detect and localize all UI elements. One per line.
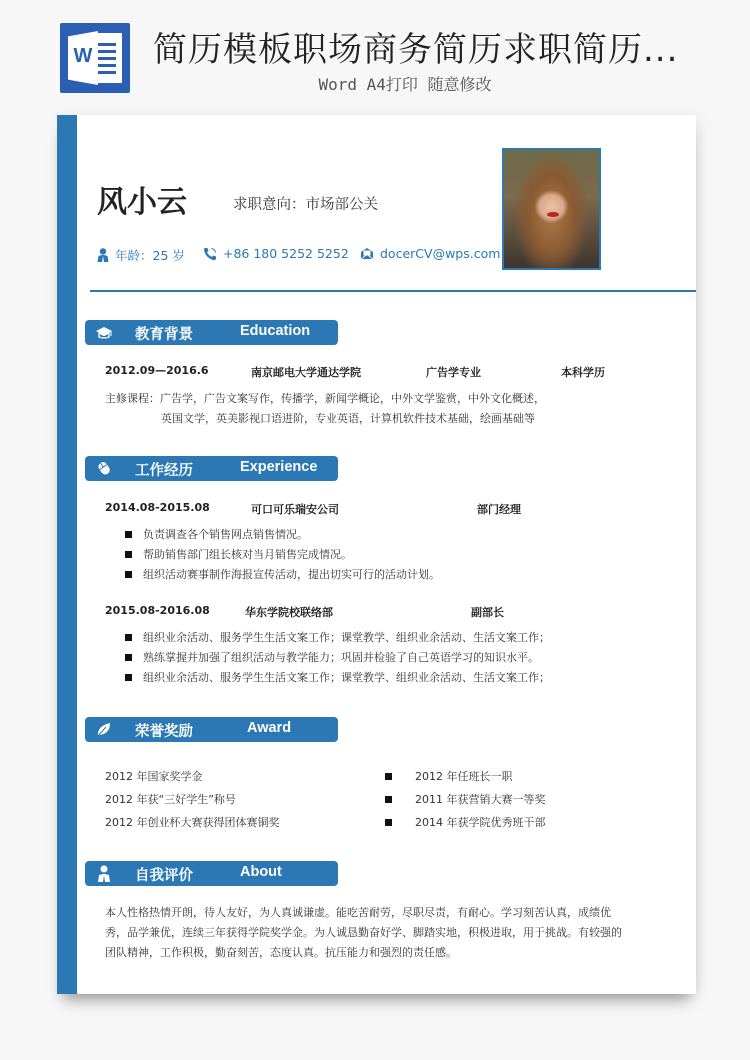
job-2-bullet-1: 组织业余活动、服务学生生活文案工作；课堂教学、组织业余活动、生活文案工作； xyxy=(143,631,550,644)
bullet-icon xyxy=(125,571,132,578)
award-right-2: 2011 年获营销大赛一等奖 xyxy=(415,793,546,806)
bullet-icon xyxy=(125,654,132,661)
email-text[interactable]: docerCV@wps.com xyxy=(380,246,501,261)
award-right-3: 2014 年获学院优秀班干部 xyxy=(415,816,546,829)
job-1-period: 2014.08-2015.08 xyxy=(105,501,210,514)
graduation-cap-icon xyxy=(95,324,113,341)
about-text: 本人性格热情开朗，待人友好，为人真诚谦虚。能吃苦耐劳，尽职尽责，有耐心。学习刻苦认真，成绩优秀，品学兼优，连续三年获得学院奖学金。为人诚恳勤奋好学、脚踏实地，积极进取，用于挑战。有较强的团队精神，工作积极，勤奋刻苦，态度认真。抗压能力和强烈的责任感。 xyxy=(105,906,622,959)
phone-text[interactable]: +86 180 5252 5252 xyxy=(223,246,349,261)
job-2-role: 副部长 xyxy=(471,606,504,619)
accent-bar xyxy=(57,115,77,994)
award-right-1: 2012 年任班长一职 xyxy=(415,770,513,783)
job-2-bullet-2: 熟练掌握并加强了组织活动与教学能力；巩固并检验了自己英语学习的知识水平。 xyxy=(143,651,539,664)
profile-photo xyxy=(502,148,601,270)
section-header-experience: 工作经历 Experience xyxy=(85,456,338,481)
bullet-icon xyxy=(125,674,132,681)
job-1-company: 可口可乐瑞安公司 xyxy=(251,503,339,516)
section-header-about: 自我评价 About xyxy=(85,861,338,886)
bullet-icon xyxy=(125,634,132,641)
bullet-icon xyxy=(385,819,392,826)
job-1-bullet-2: 帮助销售部门组长核对当月销售完成情况。 xyxy=(143,548,352,561)
job-1-bullet-1: 负责调查各个销售网点销售情况。 xyxy=(143,528,308,541)
job-1-bullet-3: 组织活动赛事制作海报宣传活动，提出切实可行的活动计划。 xyxy=(143,568,440,581)
contact-phone xyxy=(203,246,349,261)
award-left-1: 2012 年国家奖学金 xyxy=(105,770,203,783)
award-left-2: 2012 年获“三好学生”称号 xyxy=(105,793,236,806)
edu-courses-line1: 主修课程：广告学，广告文案写作，传播学，新闻学概论，中外文学鉴赏，中外文化概述， xyxy=(105,392,545,405)
email-icon xyxy=(360,247,374,260)
edu-degree: 本科学历 xyxy=(561,366,605,379)
bullet-icon xyxy=(385,773,392,780)
person-icon xyxy=(95,865,113,882)
edu-school: 南京邮电大学通达学院 xyxy=(251,366,361,379)
edu-period: 2012.09—2016.6 xyxy=(105,364,209,377)
leaf-icon xyxy=(95,721,113,738)
job-1-role: 部门经理 xyxy=(477,503,521,516)
edu-major: 广告学专业 xyxy=(426,366,481,379)
bullet-icon xyxy=(125,551,132,558)
candidate-name: 风小云 xyxy=(97,185,187,220)
banner-title: 简历模板职场商务简历求职简历... xyxy=(153,30,679,70)
section-header-education: 教育背景 Education xyxy=(85,320,338,345)
banner xyxy=(0,0,750,110)
job-2-period: 2015.08-2016.08 xyxy=(105,604,210,617)
mouse-icon xyxy=(95,460,113,477)
contact-age xyxy=(97,246,185,264)
contact-email xyxy=(360,246,500,261)
age-text: 年龄：25 岁 xyxy=(115,248,185,263)
job-intent: 求职意向：市场部公关 xyxy=(233,197,378,213)
resume-page xyxy=(57,115,696,994)
job-2-bullet-3: 组织业余活动、服务学生生活文案工作；课堂教学、组织业余活动、生活文案工作； xyxy=(143,671,550,684)
job-2-company: 华东学院校联络部 xyxy=(245,606,333,619)
word-icon: W xyxy=(60,23,130,93)
award-left-3: 2012 年创业杯大赛获得团体赛铜奖 xyxy=(105,816,280,829)
bullet-icon xyxy=(125,531,132,538)
header-divider xyxy=(90,290,696,292)
bullet-icon xyxy=(385,796,392,803)
person-icon xyxy=(97,248,109,262)
section-header-awards: 荣誉奖励 Award xyxy=(85,717,338,742)
edu-courses-line2: 英国文学，英美影视口语进阶，专业英语，计算机软件技术基础，绘画基础等 xyxy=(161,412,535,425)
phone-icon xyxy=(203,247,217,261)
banner-subtitle: Word A4打印 随意修改 xyxy=(318,75,492,94)
